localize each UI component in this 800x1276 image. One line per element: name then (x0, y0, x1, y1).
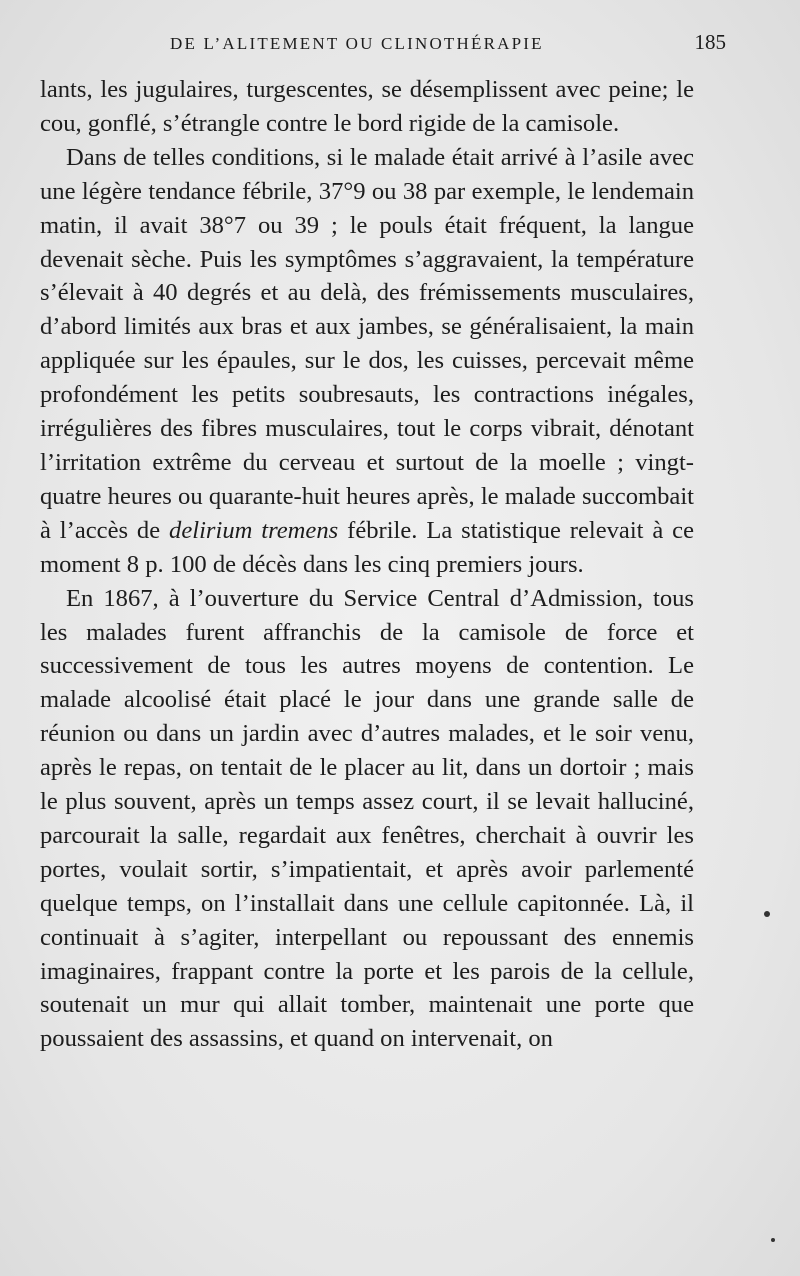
body-text (40, 73, 694, 1056)
running-head: DE L’ALITEMENT OU CLINOTHÉRAPIE (170, 34, 544, 53)
page-header (40, 30, 730, 64)
page-number: 185 (694, 30, 726, 54)
paragraph: lants, les jugulaires, turgescentes, se désemplissent avec peine; le cou, gonflé, s’étrangle contre le bord rigide de la camisole. (40, 76, 694, 137)
ink-speck (771, 1238, 775, 1242)
paragraph-text: fébrile. La statistique relevait à ce moment 8 p. 100 de décès dans les cinq premiers jours. (40, 516, 695, 578)
italic-phrase: delirium tremens (169, 516, 339, 544)
paragraph-text: Dans de telles conditions, si le malade était arrivé à l’asile avec une légère tendance fébrile, 37°9 ou 38 par exemple, le lendemain matin, il avait 38°7 ou 39 ; le pouls était fréquent, la langue devenait sèche. Puis les symptômes s’aggravaient, la température s’élevait à 40 degrés et au delà, des frémissements musculaires, d’abord limités aux bras et aux jambes, se généralisaient, la main appliquée sur les épaules, sur le dos, les cuisses, percevait même profondément les petits soubresauts, les contractions inégales, irrégulières des fibres musculaires, tout le corps vibrait, dénotant l’irritation extrême du cerveau et surtout de la moelle ; vingt-quatre heures ou quarante-huit heures après, le malade succombait à l’accès de (40, 143, 694, 544)
paragraph (40, 141, 694, 582)
paragraph: En 1867, à l’ouverture du Service Central d’Admission, tous les malades furent affranchis de la camisole de force et successivement de tous les autres moyens de contention. Le malade alcoolisé était placé le jour dans une grande salle de réunion ou dans un jardin avec d’autres malades, et le soir venu, après le repas, on tentait de le placer au lit, dans un dortoir ; mais le plus souvent, après un temps assez court, il se levait halluciné, parcourait la salle, regardait aux fenêtres, cherchait à ouvrir les portes, voulait sortir, s’impatientait, et après avoir parlementé quelque temps, on l’installait dans une cellule capitonnée. Là, il continuait à s’agiter, interpellant ou repoussant des ennemis imaginaires, frappant contre la porte et les parois de la cellule, soutenait un mur qui allait tomber, maintenait une porte que poussaient des assassins, et quand on intervenait, on (40, 584, 694, 1053)
ink-speck (764, 911, 770, 917)
